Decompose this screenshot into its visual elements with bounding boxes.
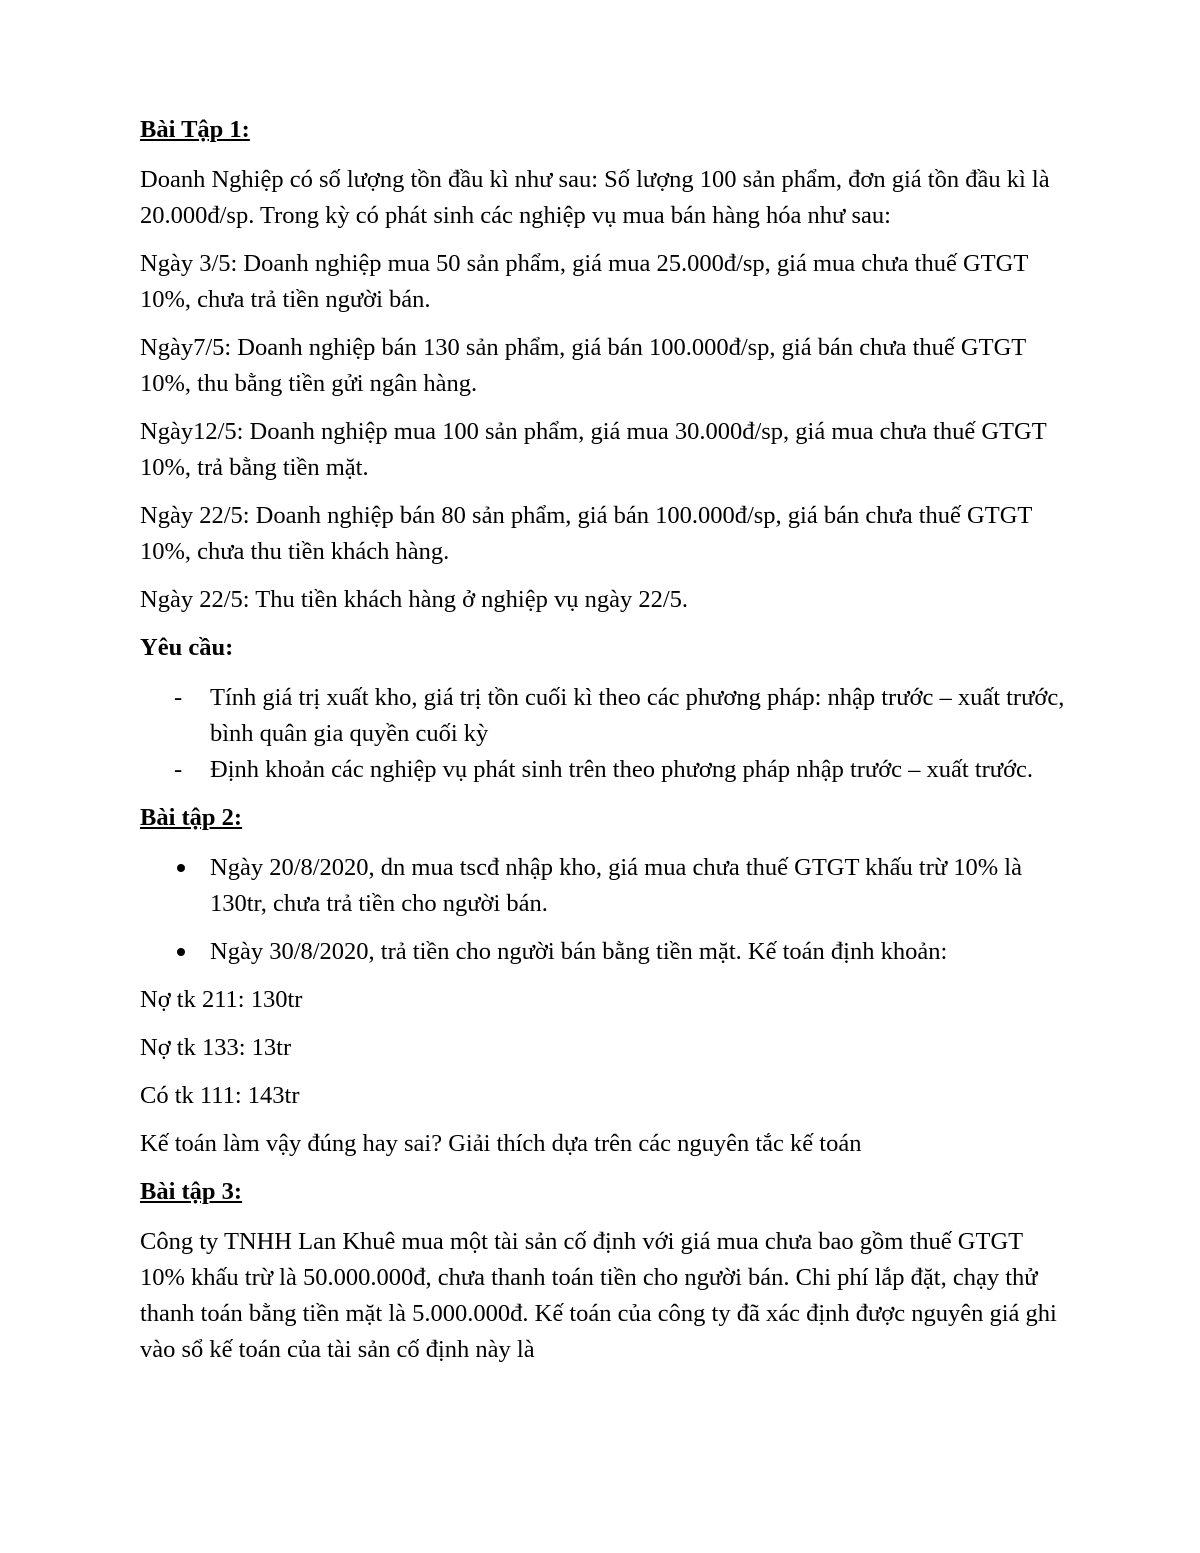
list-item <box>140 850 1070 922</box>
list-item <box>140 680 1070 752</box>
list-item <box>140 752 1070 788</box>
entry-credit-111: Có tk 111: 143tr <box>140 1082 300 1109</box>
bullet-icon <box>177 948 185 956</box>
list-item <box>140 934 1070 970</box>
transaction-2: Ngày7/5: Doanh nghiệp bán 130 sản phẩm, giá bán 100.000đ/sp, giá bán chưa thuế GTGT 10%, thu bằng tiền gửi ngân hàng. <box>140 334 1026 397</box>
requirements-list <box>140 680 1070 788</box>
requirements-title: Yêu cầu: <box>140 634 234 661</box>
exercise-1-title: Bài Tập 1: <box>140 116 250 143</box>
bullet-text: Ngày 20/8/2020, dn mua tscđ nhập kho, giá mua chưa thuế GTGT khấu trừ 10% là 130tr, chưa trả tiền cho người bán. <box>210 854 1022 917</box>
requirement-text: Tính giá trị xuất kho, giá trị tồn cuối kì theo các phương pháp: nhập trước – xuất trước, bình quân gia quyền cuối kỳ <box>210 684 1065 747</box>
requirement-text: Định khoản các nghiệp vụ phát sinh trên theo phương pháp nhập trước – xuất trước. <box>210 756 1034 783</box>
transaction-1: Ngày 3/5: Doanh nghiệp mua 50 sản phẩm, giá mua 25.000đ/sp, giá mua chưa thuế GTGT 10%, chưa trả tiền người bán. <box>140 250 1028 313</box>
dash-marker: - <box>174 756 183 783</box>
entry-debit-211: Nợ tk 211: 130tr <box>140 986 303 1013</box>
transaction-5: Ngày 22/5: Thu tiền khách hàng ở nghiệp vụ ngày 22/5. <box>140 586 689 613</box>
exercise-1-intro: Doanh Nghiệp có số lượng tồn đầu kì như sau: Số lượng 100 sản phẩm, đơn giá tồn đầu kì là 20.000đ/sp. Trong kỳ có phát sinh các nghiệp vụ mua bán hàng hóa như sau: <box>140 166 1050 229</box>
document-page <box>140 112 1070 1380</box>
exercise-2-question: Kế toán làm vậy đúng hay sai? Giải thích dựa trên các nguyên tắc kế toán <box>140 1130 862 1157</box>
exercise-3-title: Bài tập 3: <box>140 1178 243 1205</box>
exercise-2-bullets <box>140 850 1070 970</box>
transaction-4: Ngày 22/5: Doanh nghiệp bán 80 sản phẩm, giá bán 100.000đ/sp, giá bán chưa thuế GTGT 10%, chưa thu tiền khách hàng. <box>140 502 1032 565</box>
dash-marker: - <box>174 684 183 711</box>
bullet-icon <box>177 864 185 872</box>
bullet-text: Ngày 30/8/2020, trả tiền cho người bán bằng tiền mặt. Kế toán định khoản: <box>210 938 948 965</box>
transaction-3: Ngày12/5: Doanh nghiệp mua 100 sản phẩm, giá mua 30.000đ/sp, giá mua chưa thuế GTGT 10%, trả bằng tiền mặt. <box>140 418 1047 481</box>
exercise-2-title: Bài tập 2: <box>140 804 243 831</box>
exercise-3-text: Công ty TNHH Lan Khuê mua một tài sản cố định với giá mua chưa bao gồm thuế GTGT 10% khấu trừ là 50.000.000đ, chưa thanh toán tiền cho người bán. Chi phí lắp đặt, chạy thử thanh toán bằng tiền mặt là 5.000.000đ. Kế toán của công ty đã xác định được nguyên giá ghi vào sổ kế toán của tài sản cố định này là <box>140 1228 1057 1363</box>
entry-debit-133: Nợ tk 133: 13tr <box>140 1034 292 1061</box>
